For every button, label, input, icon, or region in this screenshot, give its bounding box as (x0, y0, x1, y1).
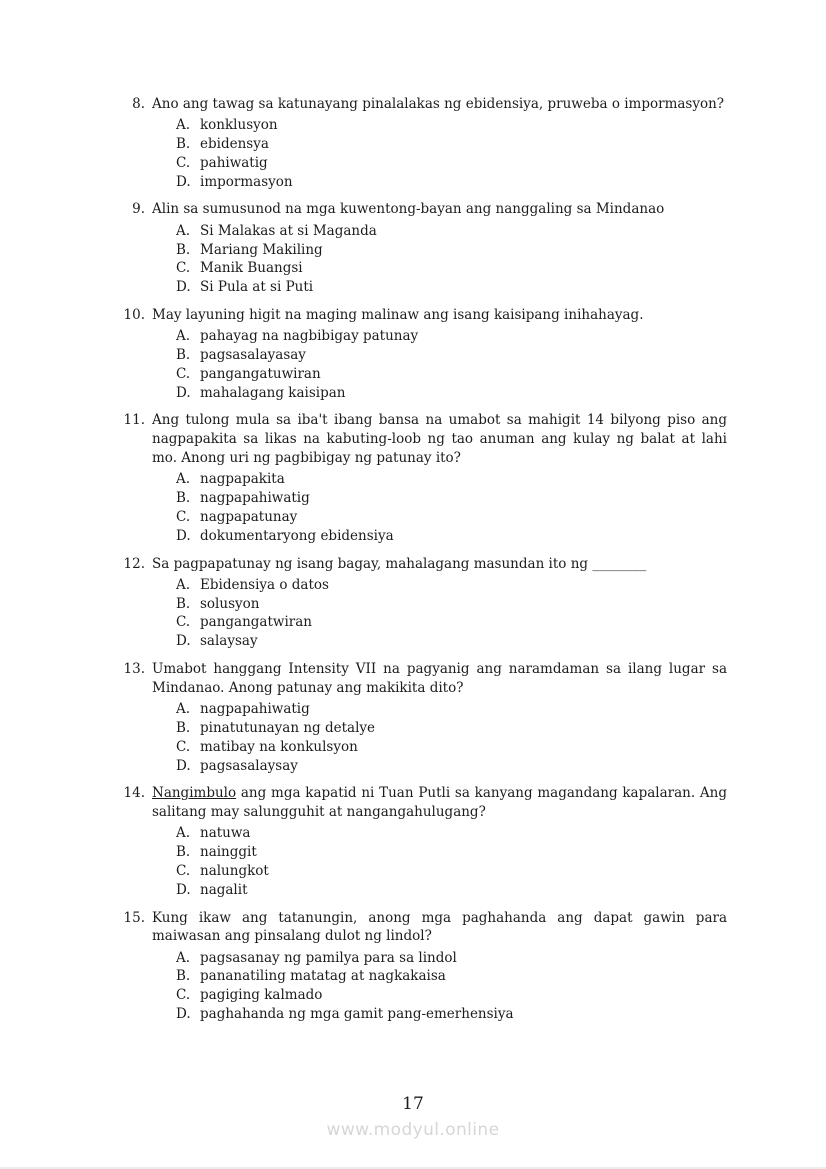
question-number: 10. (123, 306, 145, 323)
question-stem (152, 909, 727, 947)
option-letter: B. (176, 844, 191, 861)
option-row (152, 384, 727, 403)
question (123, 660, 727, 775)
question-number: 9. (132, 201, 145, 218)
option-text: Si Malakas at si Maganda (200, 222, 377, 239)
question (123, 909, 727, 1024)
underlined-word: Nangimbulo (152, 785, 237, 802)
text-segment: Umabot hanggang Intensity VII na pagyanig ang naramdaman sa ilang lugar sa (152, 661, 727, 678)
option-letter: A. (176, 825, 191, 842)
option-text: nagpapatunay (200, 508, 298, 525)
option-letter: B. (176, 968, 191, 985)
text-segment: Mindanao. Anong patunay ang makikita dito? (152, 679, 464, 696)
option-letter: D. (176, 633, 191, 650)
option-letter: B. (176, 136, 191, 153)
option-row (152, 241, 727, 260)
option-text: solusyon (200, 595, 260, 612)
option-letter: D. (176, 757, 191, 774)
option-text: natuwa (200, 825, 251, 842)
option-row (152, 824, 727, 843)
option-letter: C. (176, 260, 191, 277)
option-letter: B. (176, 347, 191, 364)
stem-line (152, 784, 727, 803)
question-number: 14. (123, 785, 145, 802)
option-row (152, 154, 727, 173)
option-text: Ebidensiya o datos (200, 576, 329, 593)
question (123, 784, 727, 899)
stem-line (152, 200, 727, 219)
option-text: dokumentaryong ebidensiya (200, 527, 394, 544)
text-segment: Ang tulong mula sa iba't ibang bansa na umabot sa mahigit 14 bilyong piso ang (152, 412, 727, 429)
option-letter: C. (176, 738, 191, 755)
question-stem (152, 784, 727, 822)
option-text: pananatiling matatag at nagkakaisa (200, 968, 446, 985)
stem-line (152, 411, 727, 430)
text-segment: May layuning higit na maging malinaw ang isang kaisipang inihahayag. (152, 306, 644, 323)
text-segment: ang mga kapatid ni Tuan Putli sa kanyang magandang kapalaran. Ang (236, 785, 727, 802)
option-letter: D. (176, 279, 191, 296)
stem-line (152, 95, 727, 114)
option-row (152, 135, 727, 154)
option-text: salaysay (200, 633, 258, 650)
option-row (152, 862, 727, 881)
option-text: Manik Buangsi (200, 260, 303, 277)
option-row (152, 843, 727, 862)
stem-line (152, 679, 727, 698)
stem-line (152, 927, 727, 946)
option-text: pahiwatig (200, 154, 268, 171)
option-row (152, 470, 727, 489)
option-row (152, 881, 727, 900)
option-text: mahalagang kaisipan (200, 384, 346, 401)
stem-line (152, 660, 727, 679)
option-row (152, 613, 727, 632)
option-text: paghahanda ng mga gamit pang-emerhensiya (200, 1006, 514, 1023)
option-text: nalungkot (200, 862, 269, 879)
option-text: nagpapahiwatig (200, 490, 310, 507)
option-text: impormasyon (200, 173, 293, 190)
option-letter: D. (176, 173, 191, 190)
option-text: nagpapahiwatig (200, 701, 310, 718)
question-stem (152, 95, 727, 114)
option-row (152, 327, 727, 346)
text-segment: mo. Anong uri ng pagbibigay ng patunay ito? (152, 450, 461, 467)
stem-line (152, 909, 727, 928)
option-letter: A. (176, 328, 191, 345)
option-row (152, 949, 727, 968)
question-number: 15. (123, 909, 145, 926)
text-segment: maiwasan ang pinsalang dulot ng lindol? (152, 928, 432, 945)
options-list (152, 824, 727, 899)
option-letter: B. (176, 490, 191, 507)
option-letter: C. (176, 987, 191, 1004)
option-row (152, 527, 727, 546)
option-letter: B. (176, 595, 191, 612)
page-number: 17 (402, 1094, 424, 1114)
question-stem (152, 660, 727, 698)
option-letter: B. (176, 719, 191, 736)
option-letter: D. (176, 527, 191, 544)
options-list (152, 222, 727, 297)
options-list (152, 470, 727, 545)
question (132, 95, 727, 191)
option-letter: C. (176, 614, 191, 631)
watermark: www.modyul.online (326, 1120, 500, 1140)
option-text: ebidensya (200, 136, 269, 153)
question (123, 411, 727, 545)
option-row (152, 757, 727, 776)
text-segment: salitang may salungguhit at nangangahulugang? (152, 804, 486, 821)
option-letter: A. (176, 222, 191, 239)
option-letter: A. (176, 471, 191, 488)
option-row (152, 278, 727, 297)
option-row (152, 508, 727, 527)
option-row (152, 222, 727, 241)
text-segment: Kung ikaw ang tatanungin, anong mga paghahanda ang dapat gawin para (152, 909, 727, 926)
option-row (152, 489, 727, 508)
option-text: pinatutunayan ng detalye (200, 719, 376, 736)
option-text: pagsasalaysay (200, 757, 298, 774)
question-stem (152, 306, 727, 325)
option-row (152, 738, 727, 757)
option-row (152, 986, 727, 1005)
option-text: nainggit (200, 844, 257, 861)
question (123, 306, 727, 402)
option-letter: A. (176, 576, 191, 593)
option-letter: A. (176, 701, 191, 718)
option-letter: C. (176, 365, 191, 382)
stem-line (152, 430, 727, 449)
option-text: Mariang Makiling (200, 241, 323, 258)
option-row (152, 1005, 727, 1024)
option-text: nagpapakita (200, 471, 285, 488)
question-number: 13. (123, 661, 145, 678)
question (132, 200, 727, 296)
option-text: pagiging kalmado (200, 987, 323, 1004)
stem-line (152, 555, 727, 574)
question-stem (152, 200, 727, 219)
option-row (152, 365, 727, 384)
text-segment: Ano ang tawag sa katunayang pinalalakas ng ebidensiya, pruweba o impormasyon? (152, 96, 725, 112)
stem-line (152, 306, 727, 325)
options-list (152, 576, 727, 651)
option-text: pangangatwiran (200, 614, 312, 631)
stem-line (152, 449, 727, 468)
option-letter: C. (176, 154, 191, 171)
question-list (123, 95, 727, 1033)
option-text: nagalit (200, 881, 248, 898)
option-letter: D. (176, 1006, 191, 1023)
text-segment: Alin sa sumusunod na mga kuwentong-bayan ang nanggaling sa Mindanao (152, 201, 665, 218)
options-list (152, 949, 727, 1024)
question-number: 11. (123, 412, 145, 429)
text-segment: Sa pagpapatunay ng isang bagay, mahalagang masundan ito ng ________ (152, 555, 647, 572)
option-text: pagsasalayasay (200, 347, 306, 364)
option-letter: B. (176, 241, 191, 258)
option-letter: A. (176, 949, 191, 966)
option-text: matibay na konkulsyon (200, 738, 358, 755)
question-number: 8. (132, 96, 145, 112)
option-row (152, 719, 727, 738)
option-row (152, 116, 727, 135)
option-text: pagsasanay ng pamilya para sa lindol (200, 949, 457, 966)
question (123, 555, 727, 651)
option-row (152, 595, 727, 614)
option-row (152, 259, 727, 278)
option-row (152, 173, 727, 192)
options-list (152, 327, 727, 402)
question-stem (152, 555, 727, 574)
question-stem (152, 411, 727, 467)
option-row (152, 632, 727, 651)
options-list (152, 116, 727, 191)
option-letter: D. (176, 881, 191, 898)
option-text: Si Pula at si Puti (200, 279, 314, 296)
option-row (152, 967, 727, 986)
text-segment: nagpapakita sa likas na kabuting-loob ng tao anuman ang kulay ng balat at lahi (152, 431, 727, 448)
question-number: 12. (123, 555, 145, 572)
options-list (152, 700, 727, 775)
option-text: konklusyon (200, 117, 278, 134)
option-letter: D. (176, 384, 191, 401)
option-row (152, 700, 727, 719)
option-row (152, 346, 727, 365)
option-letter: A. (176, 117, 191, 134)
option-letter: C. (176, 508, 191, 525)
option-letter: C. (176, 862, 191, 879)
option-text: pahayag na nagbibigay patunay (200, 328, 419, 345)
stem-line (152, 803, 727, 822)
option-row (152, 576, 727, 595)
option-text: pangangatuwiran (200, 365, 321, 382)
